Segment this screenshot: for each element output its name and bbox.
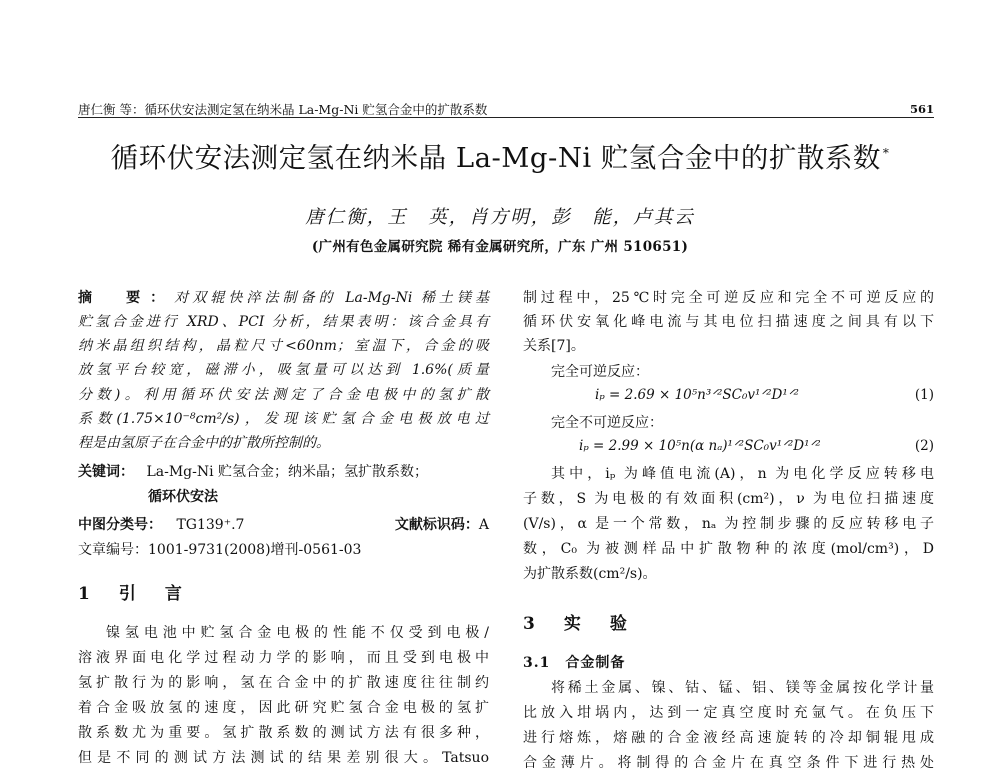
body-line: 着合金吸放氢的速度，因此研究贮氢合金电极的氢扩 [78, 700, 489, 716]
equation-1-body: iₚ = 2.69 × 10⁵n³ᐟ²SC₀v¹ᐟ²D¹ᐟ² [595, 387, 799, 403]
body-line: 进行熔炼，熔融的合金液经高速旋转的冷却铜辊甩成 [523, 730, 934, 746]
body-line: (V/s)，α 是一个常数，nₐ 为控制步骤的反应转移电子 [523, 516, 934, 532]
abstract-line: 系数(1.75×10⁻⁸cm²/s)，发现该贮氢合金电极放电过 [78, 411, 489, 427]
abstract-line: 程是由氢原子在合金中的扩散所控制的。 [78, 435, 330, 451]
body-line: 合金薄片。将制得的合金片在真空条件下进行热处 [523, 755, 934, 771]
classification-line [78, 514, 489, 534]
keywords-value: La-Mg-Ni 贮氢合金；纳米晶；氢扩散系数； [146, 464, 429, 480]
running-header [78, 98, 934, 118]
body-line: 数，C₀ 为被测样品中扩散物种的浓度(mol/cm³)，D [523, 541, 934, 557]
abstract-line: 贮氢合金进行 XRD、PCI 分析，结果表明：该合金具有 [78, 314, 489, 330]
clc-value: TG139⁺.7 [176, 517, 245, 533]
section-heading-experiment: 3 实 验 [523, 614, 633, 634]
body-line: 其中，iₚ 为峰值电流(A)，n 为电化学反应转移电 [551, 466, 934, 482]
title-footnote-mark: * [882, 145, 890, 160]
keywords-label: 关键词： [78, 464, 134, 480]
body-line: 比放入坩埚内，达到一定真空度时充氩气。在负压下 [523, 705, 934, 721]
page-number: 561 [909, 102, 934, 116]
equation-1-number: (1) [914, 387, 934, 403]
affiliation: (广州有色金属研究院 稀有金属研究所，广东 广州 510651) [311, 239, 689, 255]
reversible-label: 完全可逆反应： [551, 364, 649, 380]
body-line: 为扩散系数(cm²/s)。 [523, 566, 657, 582]
keywords-continued: 循环伏安法 [148, 489, 218, 505]
equation-2-number: (2) [914, 438, 934, 454]
abstract-line: 摘 要：对双辊快淬法制备的 La-Mg-Ni 稀土镁基 [78, 290, 490, 306]
article-number: 文章编号：1001-9731(2008)增刊-0561-03 [78, 542, 362, 558]
abstract-line: 分数)。利用循环伏安法测定了合金电极中的氢扩散 [78, 387, 489, 403]
body-line: 子数，S 为电极的有效面积(cm²)，ν 为电位扫描速度 [523, 491, 934, 507]
irreversible-label: 完全不可逆反应： [551, 415, 663, 431]
body-line: 氢扩散行为的影响，氢在合金中的扩散速度往往制约 [78, 675, 489, 691]
body-line: 散系数尤为重要。氢扩散系数的测试方法有很多种， [78, 725, 489, 741]
body-line: 将稀土金属、镍、钴、锰、铝、镁等金属按化学计量 [551, 680, 934, 696]
body-line: 关系[7]。 [523, 338, 585, 354]
header-rule [78, 117, 934, 118]
clc-label: 中图分类号： [78, 517, 162, 533]
paper-title-text: 循环伏安法测定氢在纳米晶 La-Mg-Ni 贮氢合金中的扩散系数 [110, 142, 881, 174]
running-title: 唐仁衡 等：循环伏安法测定氢在纳米晶 La-Mg-Ni 贮氢合金中的扩散系数 [78, 102, 488, 117]
section-heading-introduction: 1 引 言 [78, 584, 188, 604]
body-line: 循环伏安氧化峰电流与其电位扫描速度之间具有以下 [523, 314, 934, 330]
body-line: 镍氢电池中贮氢合金电极的性能不仅受到电极/ [106, 625, 489, 641]
body-line: 溶液界面电化学过程动力学的影响，而且受到电极中 [78, 650, 489, 666]
author-list: 唐仁衡，王 英，肖方明，彭 能，卢其云 [305, 207, 695, 228]
document-code-label: 文献标识码： [394, 517, 479, 533]
abstract-label: 摘 要： [78, 290, 175, 306]
abstract-line: 纳米晶组织结构，晶粒尺寸<60nm；室温下，合金的吸 [78, 338, 489, 354]
paper-title [0, 135, 1000, 175]
document-code-value: A [478, 517, 489, 533]
body-line: 制过程中，25℃时完全可逆反应和完全不可逆反应的 [523, 290, 934, 306]
body-line: 但是不同的测试方法测试的结果差别很大。Tatsuo [78, 750, 489, 766]
abstract-line: 放氢平台较宽，磁滞小，吸氢量可以达到 1.6%(质量 [78, 362, 489, 378]
subsection-heading-alloy-prep: 3.1 合金制备 [523, 655, 626, 671]
keywords-line [78, 461, 428, 481]
equation-2-body: iₚ = 2.99 × 10⁵n(α nₐ)¹ᐟ²SC₀v¹ᐟ²D¹ᐟ² [579, 438, 821, 454]
